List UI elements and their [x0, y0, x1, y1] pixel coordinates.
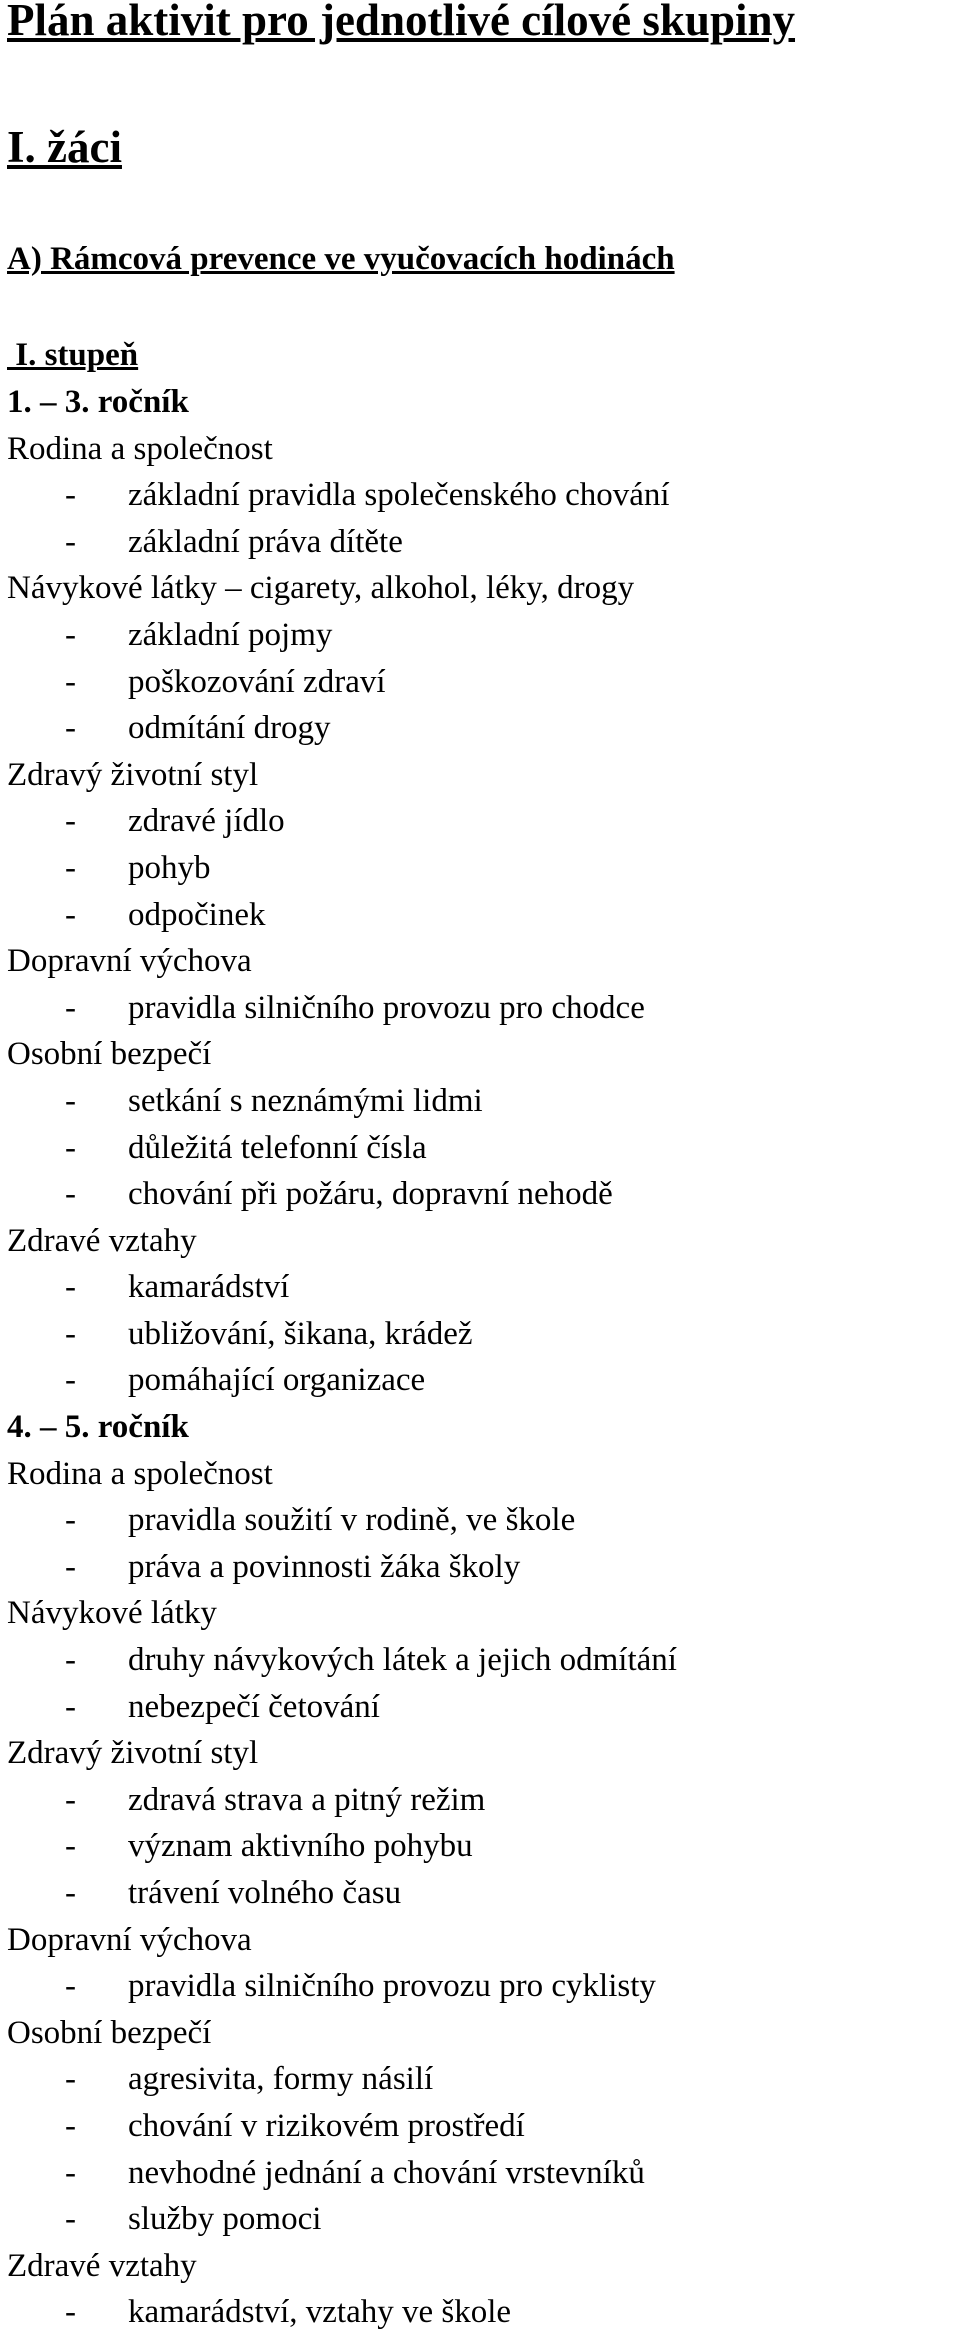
list-item-text: pravidla soužití v rodině, ve škole — [128, 1502, 576, 1539]
list-item — [7, 2103, 957, 2150]
list-item — [7, 472, 957, 519]
list-item — [7, 1684, 957, 1731]
list-item — [7, 1637, 957, 1684]
list-item-text: nebezpečí četování — [128, 1688, 380, 1725]
list-item-text: nevhodné jednání a chování vrstevníků — [128, 2154, 645, 2191]
list-item-text: odpočinek — [128, 896, 266, 933]
bullet-dash: - — [65, 849, 76, 886]
category-heading: Zdravý životní styl — [7, 1735, 259, 1772]
bullet-dash: - — [65, 663, 76, 700]
category-heading: Rodina a společnost — [7, 430, 273, 467]
bullet-dash: - — [65, 1176, 76, 1213]
bullet-dash: - — [65, 2061, 76, 2098]
list-item — [7, 892, 957, 939]
bullet-dash: - — [65, 896, 76, 933]
list-item — [7, 705, 957, 752]
bullet-dash: - — [65, 803, 76, 840]
list-item-text: chování při požáru, dopravní nehodě — [128, 1176, 613, 1213]
bullet-dash: - — [65, 2107, 76, 2144]
bullet-dash: - — [65, 1642, 76, 1679]
subsection-heading: A) Rámcová prevence ve vyučovacích hodinách — [7, 241, 675, 277]
bullet-dash: - — [65, 2201, 76, 2238]
list-item-text: pohyb — [128, 849, 211, 886]
list-item — [7, 1125, 957, 1172]
list-item-text: ubližování, šikana, krádež — [128, 1315, 473, 1352]
bullet-dash: - — [65, 1362, 76, 1399]
list-item — [7, 1823, 957, 1870]
bullet-dash: - — [65, 710, 76, 747]
list-item — [7, 519, 957, 566]
list-item-text: kamarádství — [128, 1269, 290, 1306]
list-item-text: pravidla silničního provozu pro cyklisty — [128, 1968, 656, 2005]
category-heading: Osobní bezpečí — [7, 2014, 212, 2051]
list-item — [7, 612, 957, 659]
list-item — [7, 2056, 957, 2103]
category-heading: Zdravý životní styl — [7, 756, 259, 793]
list-item — [7, 1870, 957, 1917]
list-item-text: trávení volného času — [128, 1875, 402, 1911]
list-item — [7, 1357, 957, 1404]
bullet-dash: - — [65, 1688, 76, 1725]
list-item-text: poškozování zdraví — [128, 663, 386, 700]
bullet-dash: - — [65, 1781, 76, 1818]
list-item-text: význam aktivního pohybu — [128, 1828, 473, 1865]
category-heading: Návykové látky — [7, 1595, 217, 1632]
list-item — [7, 1777, 957, 1824]
category-heading: Zdravé vztahy — [7, 2247, 197, 2284]
bullet-dash: - — [65, 523, 76, 560]
category-heading: Dopravní výchova — [7, 943, 252, 980]
bullet-dash: - — [65, 1875, 76, 1911]
list-item-text: agresivita, formy násilí — [128, 2061, 434, 2098]
bullet-dash: - — [65, 989, 76, 1026]
list-item-text: setkání s neznámými lidmi — [128, 1082, 483, 1119]
bullet-dash: - — [65, 2294, 76, 2331]
page-title: Plán aktivit pro jednotlivé cílové skupiny — [7, 0, 796, 45]
list-item — [7, 845, 957, 892]
list-item-text: práva a povinnosti žáka školy — [128, 1548, 521, 1585]
content-list — [7, 379, 957, 2336]
list-item — [7, 1171, 957, 1218]
list-item-text: základní pravidla společenského chování — [128, 477, 670, 514]
list-item — [7, 985, 957, 1032]
list-item — [7, 2150, 957, 2197]
bullet-dash: - — [65, 477, 76, 514]
category-heading: Osobní bezpečí — [7, 1036, 212, 1073]
bullet-dash: - — [65, 1968, 76, 2005]
list-item — [7, 2289, 957, 2336]
bullet-dash: - — [65, 1082, 76, 1119]
list-item — [7, 1544, 957, 1591]
list-item — [7, 1078, 957, 1125]
list-item-text: služby pomoci — [128, 2201, 322, 2238]
list-item-text: pravidla silničního provozu pro chodce — [128, 989, 645, 1026]
category-heading: Návykové látky – cigarety, alkohol, léky, drogy — [7, 570, 635, 607]
bullet-dash: - — [65, 1828, 76, 1865]
category-heading: Rodina a společnost — [7, 1455, 273, 1492]
list-item — [7, 659, 957, 706]
list-item — [7, 798, 957, 845]
category-heading: Zdravé vztahy — [7, 1222, 197, 1259]
list-item — [7, 1497, 957, 1544]
list-item-text: zdravé jídlo — [128, 803, 285, 840]
list-item — [7, 1311, 957, 1358]
bullet-dash: - — [65, 1502, 76, 1539]
list-item — [7, 1264, 957, 1311]
bullet-dash: - — [65, 616, 76, 653]
list-item-text: druhy návykových látek a jejich odmítání — [128, 1642, 677, 1679]
list-item-text: základní práva dítěte — [128, 523, 403, 560]
list-item-text: kamarádství, vztahy ve škole — [128, 2294, 512, 2331]
bullet-dash: - — [65, 1269, 76, 1306]
list-item-text: pomáhající organizace — [128, 1362, 426, 1399]
list-item-text: zdravá strava a pitný režim — [128, 1781, 486, 1818]
list-item — [7, 2196, 957, 2243]
list-item-text: chování v rizikovém prostředí — [128, 2107, 525, 2144]
list-item-text: základní pojmy — [128, 616, 333, 653]
bullet-dash: - — [65, 2154, 76, 2191]
list-item-text: odmítání drogy — [128, 710, 331, 747]
bullet-dash: - — [65, 1315, 76, 1352]
list-item — [7, 1963, 957, 2010]
list-item-text: důležitá telefonní čísla — [128, 1129, 427, 1166]
bullet-dash: - — [65, 1129, 76, 1166]
section-heading: I. žáci — [7, 122, 122, 172]
stage-heading: I. stupeň — [7, 337, 139, 373]
grade-heading: 1. – 3. ročník — [7, 384, 189, 420]
bullet-dash: - — [65, 1548, 76, 1585]
grade-heading: 4. – 5. ročník — [7, 1409, 189, 1446]
category-heading: Dopravní výchova — [7, 1921, 252, 1958]
